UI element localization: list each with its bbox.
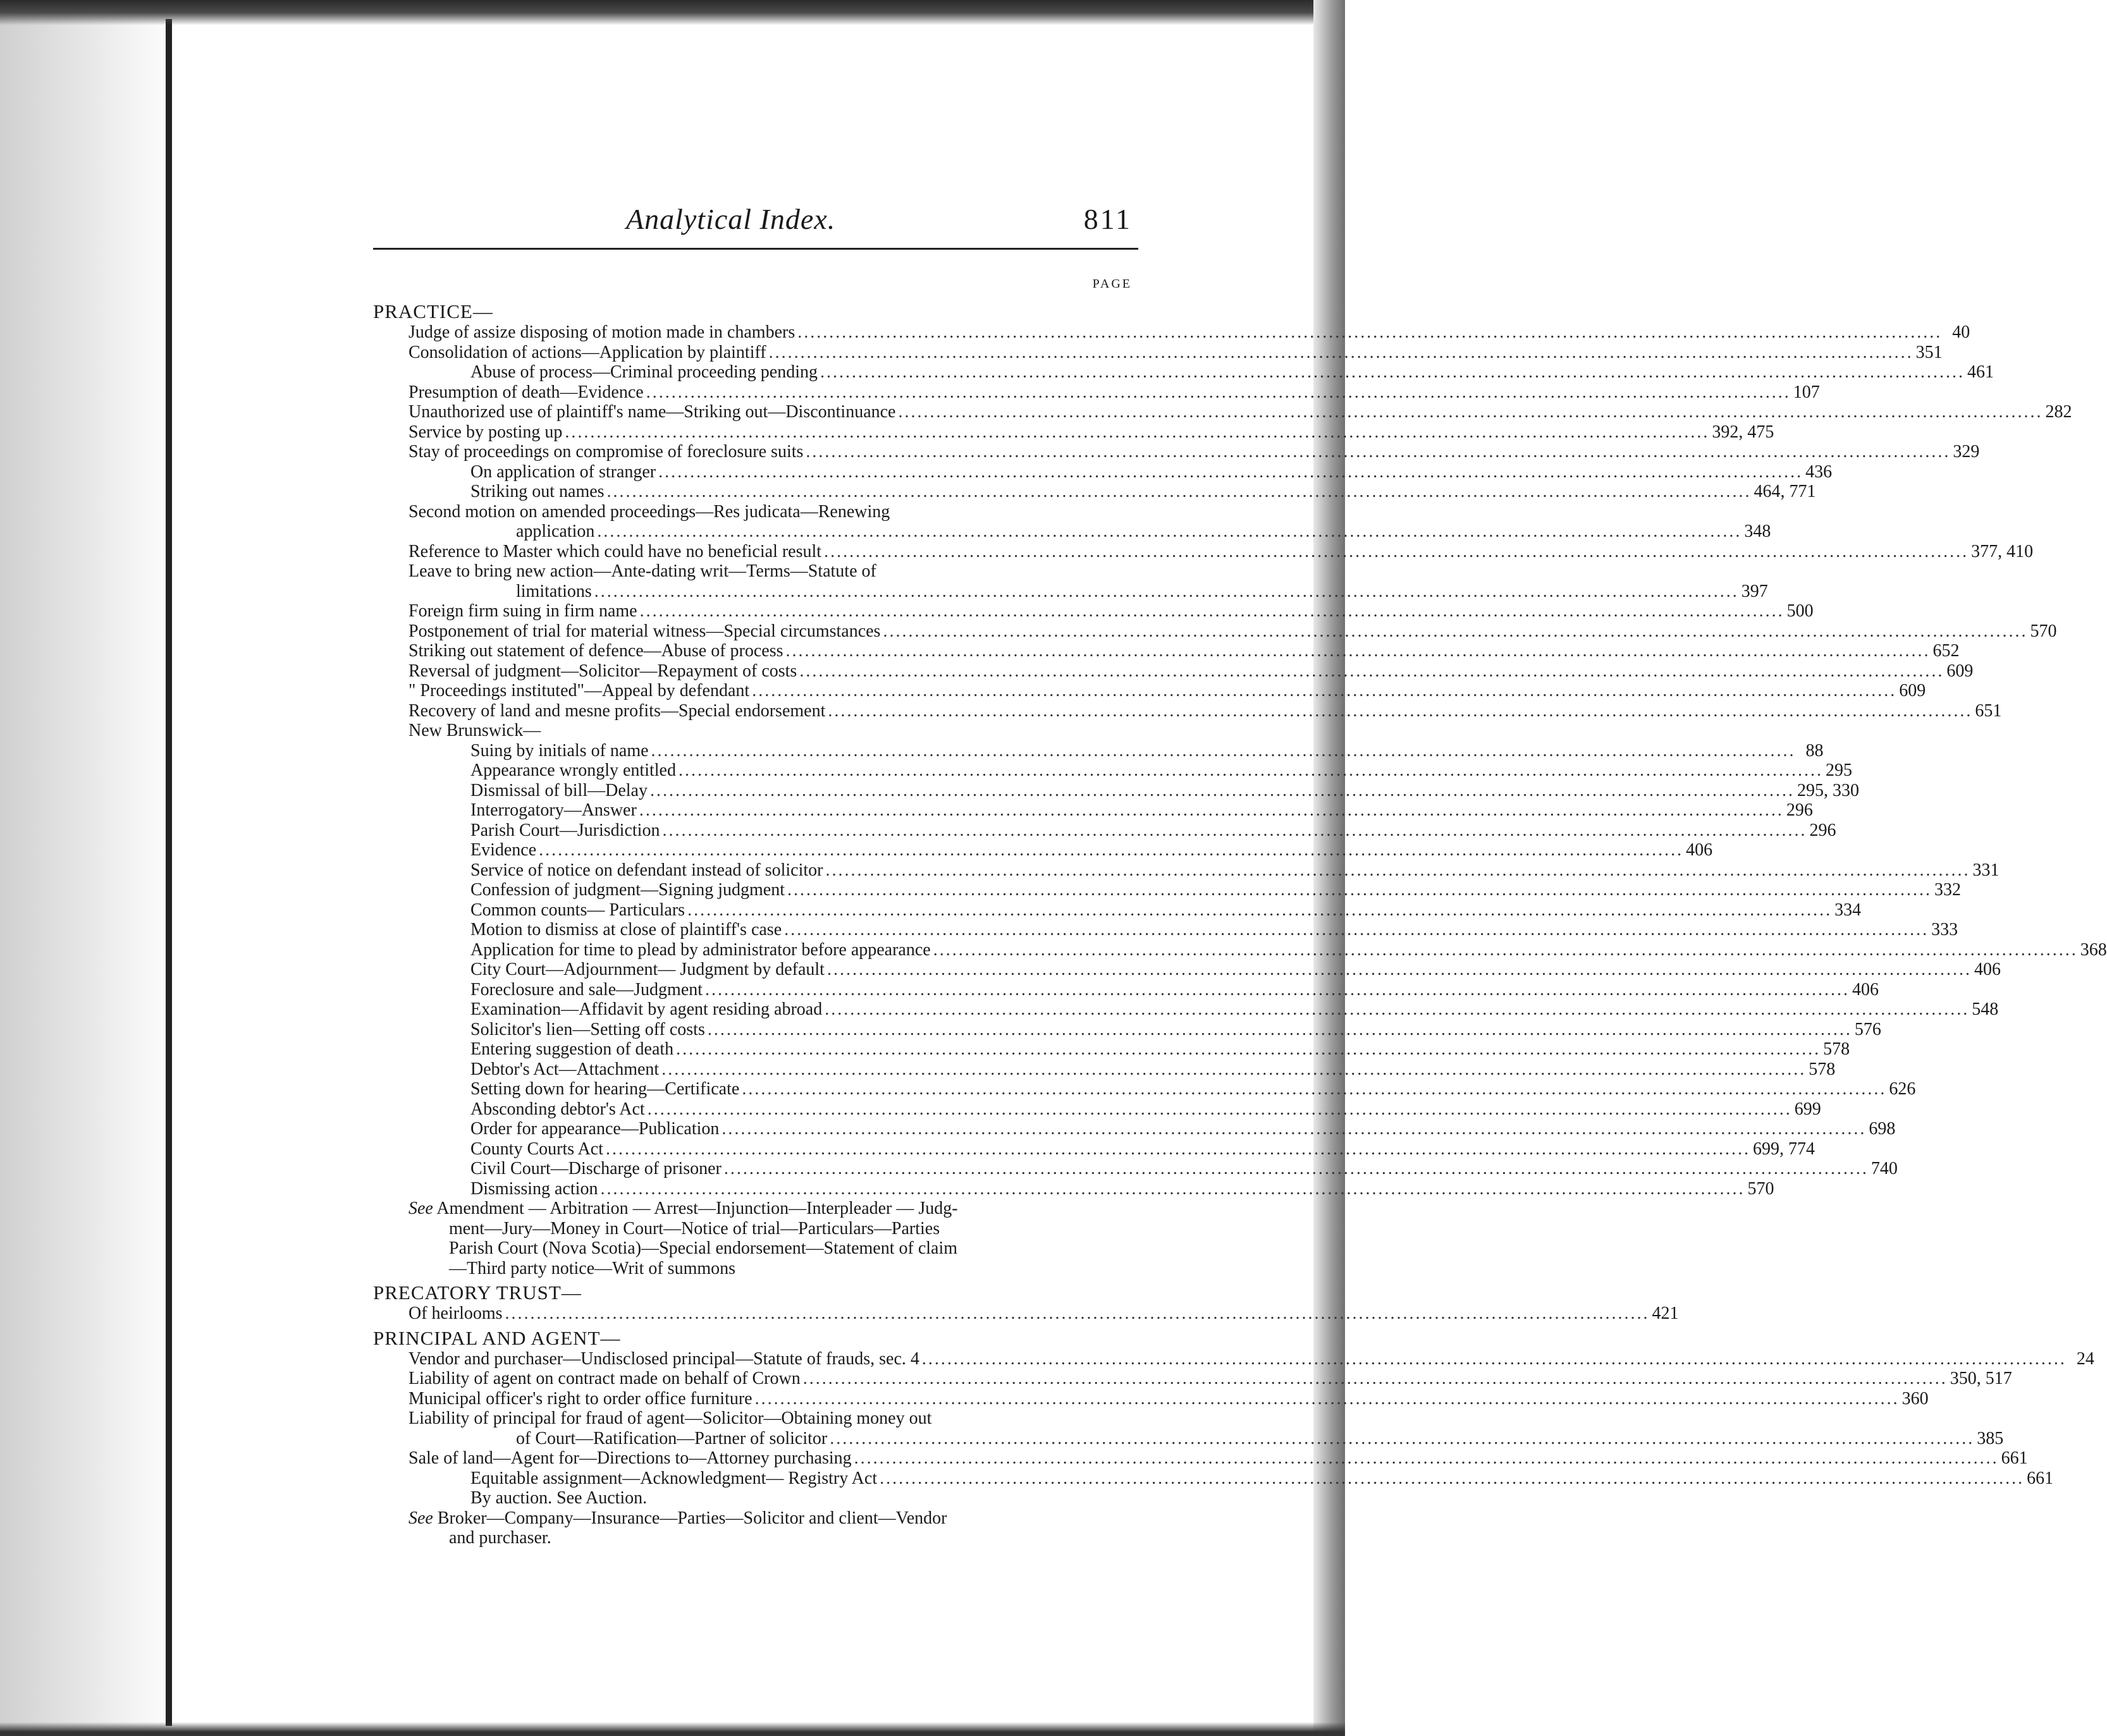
index-entry [373,840,1713,860]
entry-page-ref: 295, 330 [1797,780,1859,800]
page-column-label: PAGE [1092,277,1132,291]
entry-text: Service of notice on defendant instead of solicitor [470,860,823,880]
index-entry [373,1139,1815,1159]
index-entry [373,462,1833,482]
index-entry [373,402,2072,422]
dot-leader [703,980,1852,1000]
index-entry [373,342,1943,363]
index-entry [373,999,1999,1020]
section-heading: PRECATORY TRUST— [373,1281,582,1304]
entry-page-ref: 107 [1793,382,1820,402]
dot-leader [782,920,1931,940]
entry-page-ref: 360 [1901,1388,1929,1409]
index-entry [373,362,1994,382]
scan-binding-edge [166,19,172,1726]
dot-leader [705,1020,1855,1040]
entry-text: On application of stranger [470,462,656,482]
index-body [373,297,2107,1548]
index-entry [373,761,1852,781]
dot-leader [603,1139,1753,1159]
see-also-line [373,1528,1138,1548]
entry-text: Entering suggestion of death [470,1039,674,1059]
entry-text: Unauthorized use of plaintiff's name—Striking out—Discontinuance [408,402,896,422]
dot-leader [801,1369,1950,1389]
entry-page-ref: 282 [2045,402,2072,422]
entry-page-ref: 461 [1967,362,1994,382]
entry-page-ref: 699, 774 [1753,1139,1815,1159]
entry-text: of Court—Ratification—Partner of solicitor [516,1428,828,1448]
dot-leader [605,482,1754,502]
index-entry-line: Leave to bring new action—Ante-dating writ—Terms—Statute of [408,561,876,581]
index-entry [373,661,1974,682]
index-entry [373,1428,2004,1449]
entry-page-ref: 421 [1652,1304,1679,1323]
index-entry-line: By auction. See Auction. [470,1488,648,1508]
entry-page-ref: 88 [1805,740,1824,761]
index-entry [373,700,2002,721]
index-entry [373,939,2107,960]
entry-page-ref: 350, 517 [1950,1369,2012,1388]
section-heading: PRACTICE— [373,300,493,322]
entry-page-ref: 332 [1934,880,1961,900]
index-entry [373,880,1961,900]
entry-text: Recovery of land and mesne profits—Special endorsement [408,700,826,721]
entry-text: Service by posting up [408,422,563,442]
dot-leader [719,1119,1869,1139]
entry-text: application [516,522,595,541]
entry-text: Reversal of judgment—Solicitor—Repayment of costs [408,661,797,681]
dot-leader [722,1159,1871,1179]
index-entry-line: Liability of principal for fraud of agent—Solicitor—Obtaining money out [408,1409,932,1428]
index-entry [373,800,1813,821]
index-entry [373,860,2000,881]
dot-leader [795,322,1944,343]
index-entry [373,482,1816,502]
dot-leader [803,442,1953,462]
see-also-line [373,1238,1138,1259]
entry-text: Consolidation of actions—Application by plaintiff [408,342,766,362]
index-entry [373,522,1771,542]
entry-text: Evidence [470,840,537,860]
scan-shadow-left [0,0,177,1736]
entry-text: Appearance wrongly entitled [470,761,676,780]
index-entry [373,442,1980,462]
running-title: Analytical Index. [626,203,836,235]
entry-text: Interrogatory—Answer [470,800,637,820]
entry-text: Motion to dismiss at close of plaintiff's case [470,920,782,939]
entry-page-ref: 651 [1975,700,2002,721]
scan-shadow-top [0,0,1345,25]
index-entry [373,780,1859,801]
see-also-line [373,1199,1138,1219]
dot-leader [785,880,1934,900]
dot-leader [823,860,1972,881]
see-also-text: ment—Jury—Money in Court—Notice of trial—Particulars—Parties [449,1218,940,1238]
dot-leader [503,1304,1652,1324]
dot-leader [919,1349,2069,1369]
section-heading: PRINCIPAL AND AGENT— [373,1326,621,1349]
see-also-line [373,1259,1138,1279]
dot-leader [685,900,1834,920]
dot-leader [648,781,1797,801]
entry-text: Liability of agent on contract made on behalf of Crown [408,1369,801,1388]
header-rule [373,248,1138,250]
index-entry [373,1369,2012,1389]
dot-leader [594,522,1744,542]
dot-leader [749,681,1899,701]
entry-page-ref: 333 [1931,920,1958,939]
dot-leader [536,840,1686,860]
dot-leader [598,1179,1747,1199]
see-also-text: Broker—Company—Insurance—Parties—Solicitor and client—Vendor [437,1508,947,1528]
index-entry [373,581,1768,602]
see-also-text: —Third party notice—Writ of summons [449,1258,736,1278]
index-entry [373,1468,2054,1489]
entry-page-ref: 334 [1834,900,1862,920]
index-entry [373,1178,1774,1199]
index-entry [373,422,1774,443]
entry-text: Solicitor's lien—Setting off costs [470,1019,705,1039]
dot-leader [562,422,1712,443]
entry-text: Judge of assize disposing of motion made in chambers [408,322,796,342]
entry-text: Sale of land—Agent for—Directions to—Attorney purchasing [408,1448,852,1468]
entry-page-ref: 626 [1889,1079,1916,1099]
entry-page-ref: 24 [2076,1348,2094,1369]
entry-page-ref: 698 [1869,1119,1896,1139]
entry-page-ref: 296 [1786,800,1813,820]
index-entry [373,979,1879,1000]
entry-text: Confession of judgment—Signing judgment [470,880,785,900]
entry-page-ref: 368 [2080,939,2107,960]
entry-text: Presumption of death—Evidence [408,382,644,402]
dot-leader [659,1060,1809,1080]
entry-text: Dismissal of bill—Delay [470,780,648,800]
entry-page-ref: 578 [1823,1039,1850,1059]
index-entry [373,1079,1916,1099]
index-entry [373,541,2034,562]
dot-leader [895,402,2045,422]
entry-text: Striking out names [470,482,605,501]
entry-text: Parish Court—Jurisdiction [470,820,660,840]
index-entry [373,900,1862,920]
index-entry [373,1388,1929,1409]
entry-text: Setting down for hearing—Certificate [470,1079,740,1099]
entry-text: Foreclosure and sale—Judgment [470,979,703,999]
entry-text: Order for appearance—Publication [470,1119,720,1139]
see-also-word: See [408,1199,433,1218]
entry-page-ref: 652 [1932,641,1960,661]
dot-leader [825,960,1974,980]
entry-page-ref: 351 [1915,342,1943,362]
entry-text: Foreign firm suing in firm name [408,601,637,621]
index-entry [373,382,1820,403]
entry-text: Debtor's Act—Attachment [470,1059,660,1079]
entry-page-ref: 500 [1786,601,1814,621]
index-entry-line: Second motion on amended proceedings—Res judicata—Renewing [408,501,890,522]
index-entry [373,1059,1836,1080]
dot-leader [752,1389,1902,1409]
entry-text: Absconding debtor's Act [470,1099,645,1119]
dot-leader [592,582,1742,602]
dot-leader [656,462,1805,482]
entry-page-ref: 578 [1809,1059,1836,1079]
dot-leader [645,1099,1795,1120]
dot-leader [825,701,1975,721]
dot-leader [931,940,2080,960]
dot-leader [766,343,1916,363]
index-entry [373,1119,1896,1139]
dot-leader [660,821,1809,841]
index-entry [373,1448,2028,1469]
book-page [373,202,2107,1548]
dot-leader [783,641,1933,661]
index-entry [373,820,1836,841]
entry-page-ref: 406 [1852,979,1879,999]
entry-text: Postponement of trial for material witness—Special circumstances [408,621,881,641]
entry-page-ref: 548 [1972,999,1999,1019]
page-header [373,202,1151,247]
index-entry [373,920,1958,940]
entry-page-ref: 570 [1747,1178,1774,1199]
entry-page-ref: 436 [1805,462,1833,482]
entry-page-ref: 329 [1953,442,1980,462]
index-entry [373,1039,1850,1060]
page-number: 811 [1083,203,1132,235]
entry-text: " Proceedings instituted"—Appeal by defendant [408,681,750,700]
dot-leader [822,999,1972,1020]
entry-page-ref: 406 [1686,840,1713,860]
dot-leader [676,761,1826,781]
entry-page-ref: 295 [1825,761,1852,780]
entry-page-ref: 576 [1854,1019,1881,1039]
entry-text: Equitable assignment—Acknowledgment— Registry Act [470,1468,878,1488]
entry-text: Vendor and purchaser—Undisclosed principal—Statute of frauds, sec. 4 [408,1348,919,1369]
see-also-line [373,1219,1138,1239]
index-entry [373,740,1824,761]
entry-page-ref: 661 [2001,1448,2028,1468]
dot-leader [880,621,2030,642]
dot-leader [739,1079,1889,1099]
index-entry [373,601,1814,621]
entry-text: Of heirlooms [408,1304,503,1323]
index-entry [373,1348,2094,1369]
entry-page-ref: 40 [1952,322,1970,342]
dot-leader [797,661,1946,682]
see-also-text: and purchaser. [449,1528,551,1548]
index-entry [373,1159,1898,1179]
index-entry [373,322,1970,343]
entry-page-ref: 740 [1870,1159,1898,1178]
index-entry [373,641,1960,661]
dot-leader [821,542,1971,562]
dot-leader [644,382,1793,403]
entry-text: Dismissing action [470,1178,598,1199]
index-entry [373,681,1926,701]
dot-leader [637,601,1787,621]
entry-text: limitations [516,581,592,601]
entry-page-ref: 331 [1972,860,2000,880]
index-entry [373,1099,1821,1120]
see-also-text: Parish Court (Nova Scotia)—Special endorsement—Statement of claim [449,1238,958,1258]
dot-leader [818,362,1967,382]
entry-page-ref: 377, 410 [1971,541,2034,561]
entry-page-ref: 464, 771 [1754,482,1816,501]
entry-text: Suing by initials of name [470,740,649,761]
see-also-line [373,1508,1138,1529]
entry-text: Striking out statement of defence—Abuse of process [408,641,783,661]
entry-page-ref: 397 [1741,581,1768,601]
entry-page-ref: 385 [1977,1428,2004,1448]
entry-page-ref: 699 [1794,1099,1821,1119]
entry-page-ref: 609 [1946,661,1974,681]
see-also-word: See [408,1508,433,1528]
entry-page-ref: 570 [2030,621,2057,641]
index-entry [373,960,2001,980]
entry-page-ref: 392, 475 [1712,422,1774,442]
entry-text: County Courts Act [470,1139,604,1159]
dot-leader [649,741,1798,761]
entry-page-ref: 406 [1974,960,2001,979]
entry-text: Common counts— Particulars [470,900,685,920]
entry-text: Stay of proceedings on compromise of foreclosure suits [408,442,804,462]
entry-text: Application for time to plead by administrator before appearance [470,939,931,960]
dot-leader [852,1448,2001,1469]
entry-text: Reference to Master which could have no beneficial result [408,541,822,561]
entry-text: City Court—Adjournment— Judgment by default [470,960,825,979]
entry-page-ref: 296 [1809,820,1836,840]
entry-page-ref: 609 [1899,681,1926,700]
see-also-text: Amendment — Arbitration — Arrest—Injunction—Interpleader — Judg- [436,1199,958,1218]
entry-page-ref: 348 [1744,522,1771,541]
dot-leader [637,800,1786,821]
entry-page-ref: 661 [2027,1468,2054,1488]
index-entry [373,621,2057,642]
index-entry [373,1019,1881,1040]
entry-text: Civil Court—Discharge of prisoner [470,1159,722,1178]
dot-leader [827,1429,1977,1449]
index-entry-line: New Brunswick— [408,721,541,740]
scan-shadow-bottom [0,1722,1345,1736]
entry-text: Examination—Affidavit by agent residing abroad [470,999,823,1019]
entry-text: Municipal officer's right to order office furniture [408,1388,752,1409]
dot-leader [673,1039,1823,1060]
index-entry [373,1304,1679,1324]
entry-text: Abuse of process—Criminal proceeding pending [470,362,818,382]
dot-leader [877,1469,2027,1489]
